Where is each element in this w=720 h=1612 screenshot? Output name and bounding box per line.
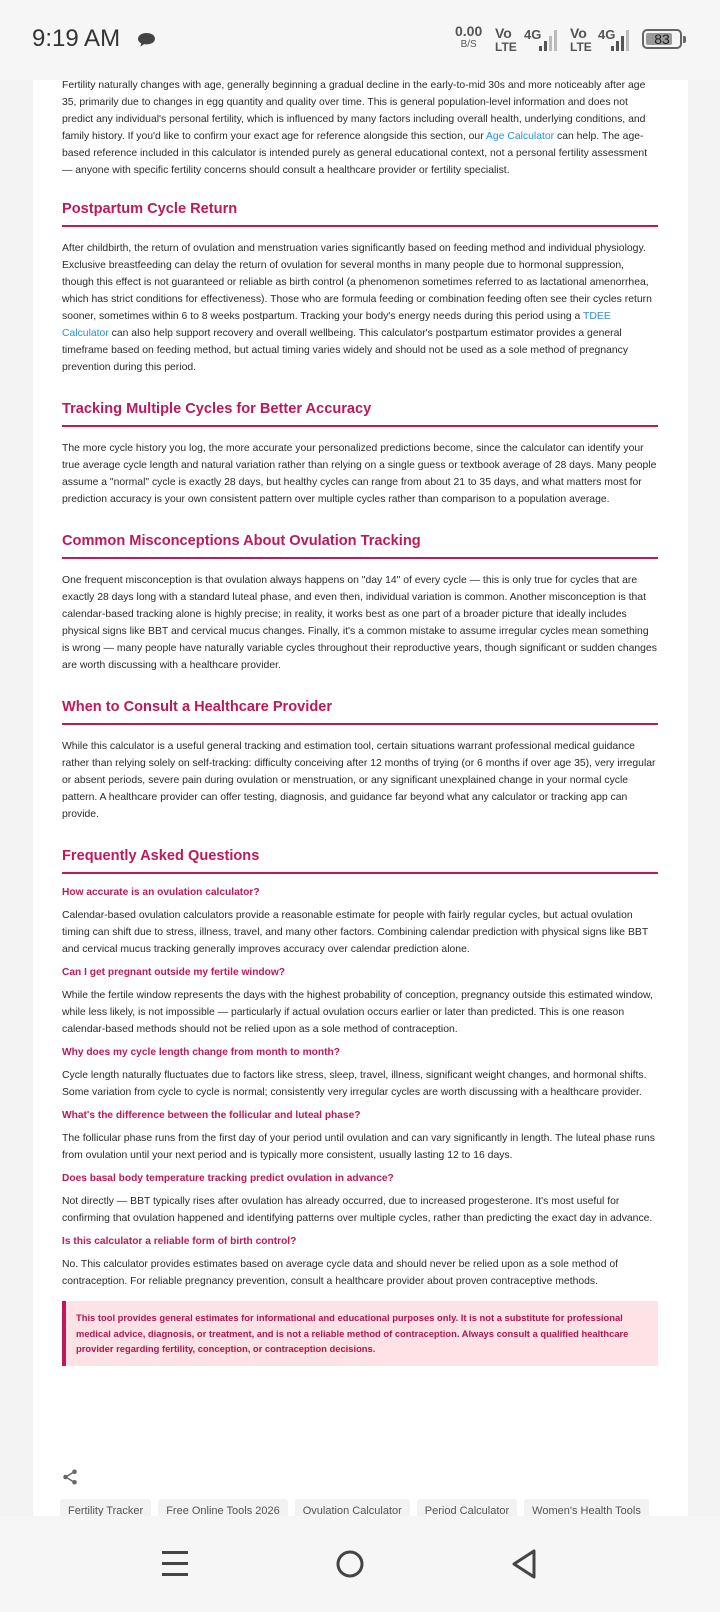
postpartum-paragraph: After childbirth, the return of ovulation and menstruation varies significantly based on feeding method and individual physiology. Exclusive breastfeeding can delay the return of ovulation for several months in many people due to hormonal suppression, though this effect is not guaranteed or reliable as birth control (a phenomenon sometimes referred to as lactational amenorrhea, which has strict conditions for effectiveness). Those who are formula feeding or combination feeding often see their cycles return sooner, sometimes within 6 to 8 weeks postpartum. Tracking your body's energy needs during this period using a TDEE Calculator can also help support recovery and overall wellbeing. This calculator's postpartum estimator provides a general timeframe based on feeding method, but actual timing varies widely and should not be used as a sole method of pregnancy prevention during this period.: [62, 243, 652, 373]
faq-item: [62, 1110, 658, 1164]
faq-question: Does basal body temperature tracking predict ovulation in advance?: [62, 1173, 394, 1184]
faq-answer: The follicular phase runs from the first day of your period until ovulation and can vary significantly in length. The luteal phase runs from ovulation until your next period and is typically more consistent, usually lasting 12 to 16 days.: [62, 1133, 655, 1161]
back-icon[interactable]: [503, 1542, 547, 1586]
faq-answer: Not directly — BBT typically rises after ovulation has already occurred, due to increased progesterone. It's most useful for confirming that ovulation happened and identifying patterns over multiple cycles, rather than predicting the exact day in advance.: [62, 1196, 653, 1224]
share-icon[interactable]: [61, 1468, 79, 1486]
faq-item: [62, 1236, 658, 1290]
sim2-4g-label: 4G: [598, 27, 616, 42]
faq-answer: Cycle length naturally fluctuates due to factors like stress, sleep, travel, illness, significant weight changes, and hormonal shifts. Some variation from cycle to cycle is normal; consistently very irregular cycles are worth discussing with a healthcare provider.: [62, 1070, 647, 1098]
faq-item: [62, 1047, 658, 1101]
postpartum-section: [62, 201, 658, 376]
signal-bars-icon: [538, 28, 560, 52]
tracking-section: [62, 401, 658, 508]
faq-heading: Frequently Asked Questions: [62, 848, 658, 874]
faq-question: Is this calculator a reliable form of birth control?: [62, 1236, 297, 1247]
tag-womens-health-tools[interactable]: Women's Health Tools: [524, 1499, 649, 1516]
chat-bubble-icon: [137, 32, 156, 48]
sim2-lte-label: LTE: [570, 40, 592, 54]
faq-question: Why does my cycle length change from month to month?: [62, 1047, 340, 1058]
intro-paragraph: Fertility naturally changes with age, generally beginning a gradual decline in the early-to-mid 30s and more noticeably after age 35, primarily due to changes in egg quantity and quality over time. This is general population-level information and does not predict any individual's personal fertility, which is influenced by many factors including overall health, underlying conditions, and family history. If you'd like to confirm your exact age for reference alongside this section, our Age Calculator can help. The age-based reference included in this calculator is intended purely as general educational context, not a personal fertility assessment — anyone with specific fertility concerns should consult a healthcare provider or fertility specialist.: [62, 80, 648, 176]
tag-period-calculator[interactable]: Period Calculator: [417, 1499, 517, 1516]
postpartum-heading: Postpartum Cycle Return: [62, 201, 658, 227]
tag-list: [60, 1499, 649, 1516]
network-speed-value: 0.00: [455, 23, 483, 39]
faq-question: Can I get pregnant outside my fertile window?: [62, 967, 286, 978]
consult-paragraph: While this calculator is a useful general tracking and estimation tool, certain situations warrant professional medical guidance rather than relying solely on self-tracking: difficulty conceiving after 12 months of trying (or 6 months if over age 35), very irregular or absent periods, severe pain during ovulation or menstruation, or any significant unexplained change in your normal cycle pattern. A healthcare provider can offer testing, diagnosis, and guidance far beyond what any calculator or tracking app can provide.: [62, 741, 656, 820]
age-calculator-link[interactable]: Age Calculator: [485, 131, 555, 142]
recent-apps-icon[interactable]: [153, 1542, 197, 1586]
consult-heading: When to Consult a Healthcare Provider: [62, 699, 658, 725]
system-nav-bar: [0, 1516, 720, 1612]
sim1-volte: [495, 26, 517, 53]
article-page: [33, 0, 688, 1516]
sim1-lte-label: LTE: [495, 40, 517, 54]
status-time: 9:19 AM: [32, 25, 121, 52]
tracking-heading: Tracking Multiple Cycles for Better Accuracy: [62, 401, 658, 427]
tag-ovulation-calculator[interactable]: Ovulation Calculator: [295, 1499, 410, 1516]
disclaimer-box: This tool provides general estimates for informational and educational purposes only. It is not a substitute for professional medical advice, diagnosis, or treatment, and is not a reliable method of contraception. Always consult a qualified healthcare provider regarding fertility, conception, or contraception decisions.: [62, 1301, 658, 1366]
misconceptions-section: [62, 533, 658, 674]
network-speed-unit: B/S: [460, 39, 477, 50]
sim2-vo-label: Vo: [570, 25, 587, 41]
faq-question: What's the difference between the follicular and luteal phase?: [62, 1110, 361, 1121]
battery-level: 83: [654, 31, 670, 47]
faq-answer: No. This calculator provides estimates based on average cycle data and should never be relied upon as a sole method of contraception. For reliable pregnancy prevention, consult a healthcare provider about proven contraceptive methods.: [62, 1259, 619, 1287]
faq-item: [62, 887, 658, 958]
faq-question: How accurate is an ovulation calculator?: [62, 887, 260, 898]
sim1-vo-label: Vo: [495, 25, 512, 41]
faq-item: [62, 1173, 658, 1227]
home-icon[interactable]: [328, 1542, 372, 1586]
sim2-volte: [570, 26, 592, 53]
faq-answer: Calendar-based ovulation calculators provide a reasonable estimate for people with fairly regular cycles, but actual ovulation timing can shift due to stress, illness, travel, and many other factors. Combining calendar prediction with physical signs like BBT and cervical mucus tracking generally improves accuracy over calendar prediction alone.: [62, 910, 648, 955]
faq-item: [62, 967, 658, 1038]
network-speed: [455, 24, 482, 50]
faq-answer: While the fertile window represents the days with the highest probability of conception, pregnancy outside this estimated window, while less likely, is not impossible — particularly if actual ovulation occurs earlier or later than predicted. This is one reason calendar-based methods should not be relied upon as a sole method of contraception.: [62, 990, 653, 1035]
faq-section: [62, 848, 658, 1290]
tracking-paragraph: The more cycle history you log, the more accurate your personalized predictions become, since the calculator can identify your true average cycle length and natural variation rather than relying on a single guess or textbook average of 28 days. Many people assume a "normal" cycle is exactly 28 days, but healthy cycles can range from about 21 to 35 days, and what matters most for prediction accuracy is your own consistent pattern over multiple cycles rather than comparison to a population average.: [62, 443, 657, 505]
misconceptions-heading: Common Misconceptions About Ovulation Tracking: [62, 533, 658, 559]
tag-fertility-tracker[interactable]: Fertility Tracker: [60, 1499, 151, 1516]
battery-nub: [683, 36, 686, 43]
status-bar: [0, 0, 720, 80]
sim1-4g-label: 4G: [524, 27, 542, 42]
consult-section: [62, 699, 658, 823]
misconceptions-paragraph: One frequent misconception is that ovulation always happens on "day 14" of every cycle — this is only true for cycles that are exactly 28 days long with a standard luteal phase, and even then, individual variation is common. Another misconception is that calendar-based tracking alone is highly precise; in reality, it works best as one part of a broader picture that ideally includes physical signs like BBT and cervical mucus changes. Finally, it's a common mistake to assume irregular cycles mean something is wrong — many people have naturally variable cycles throughout their reproductive years, though significant or sudden changes are worth discussing with a healthcare provider.: [62, 575, 657, 671]
tag-free-online-tools[interactable]: Free Online Tools 2026: [158, 1499, 288, 1516]
article-content: [62, 77, 658, 1366]
tdee-calculator-link[interactable]: TDEE Calculator: [62, 311, 611, 339]
signal-bars-icon: [610, 28, 632, 52]
battery-icon: [642, 29, 682, 49]
